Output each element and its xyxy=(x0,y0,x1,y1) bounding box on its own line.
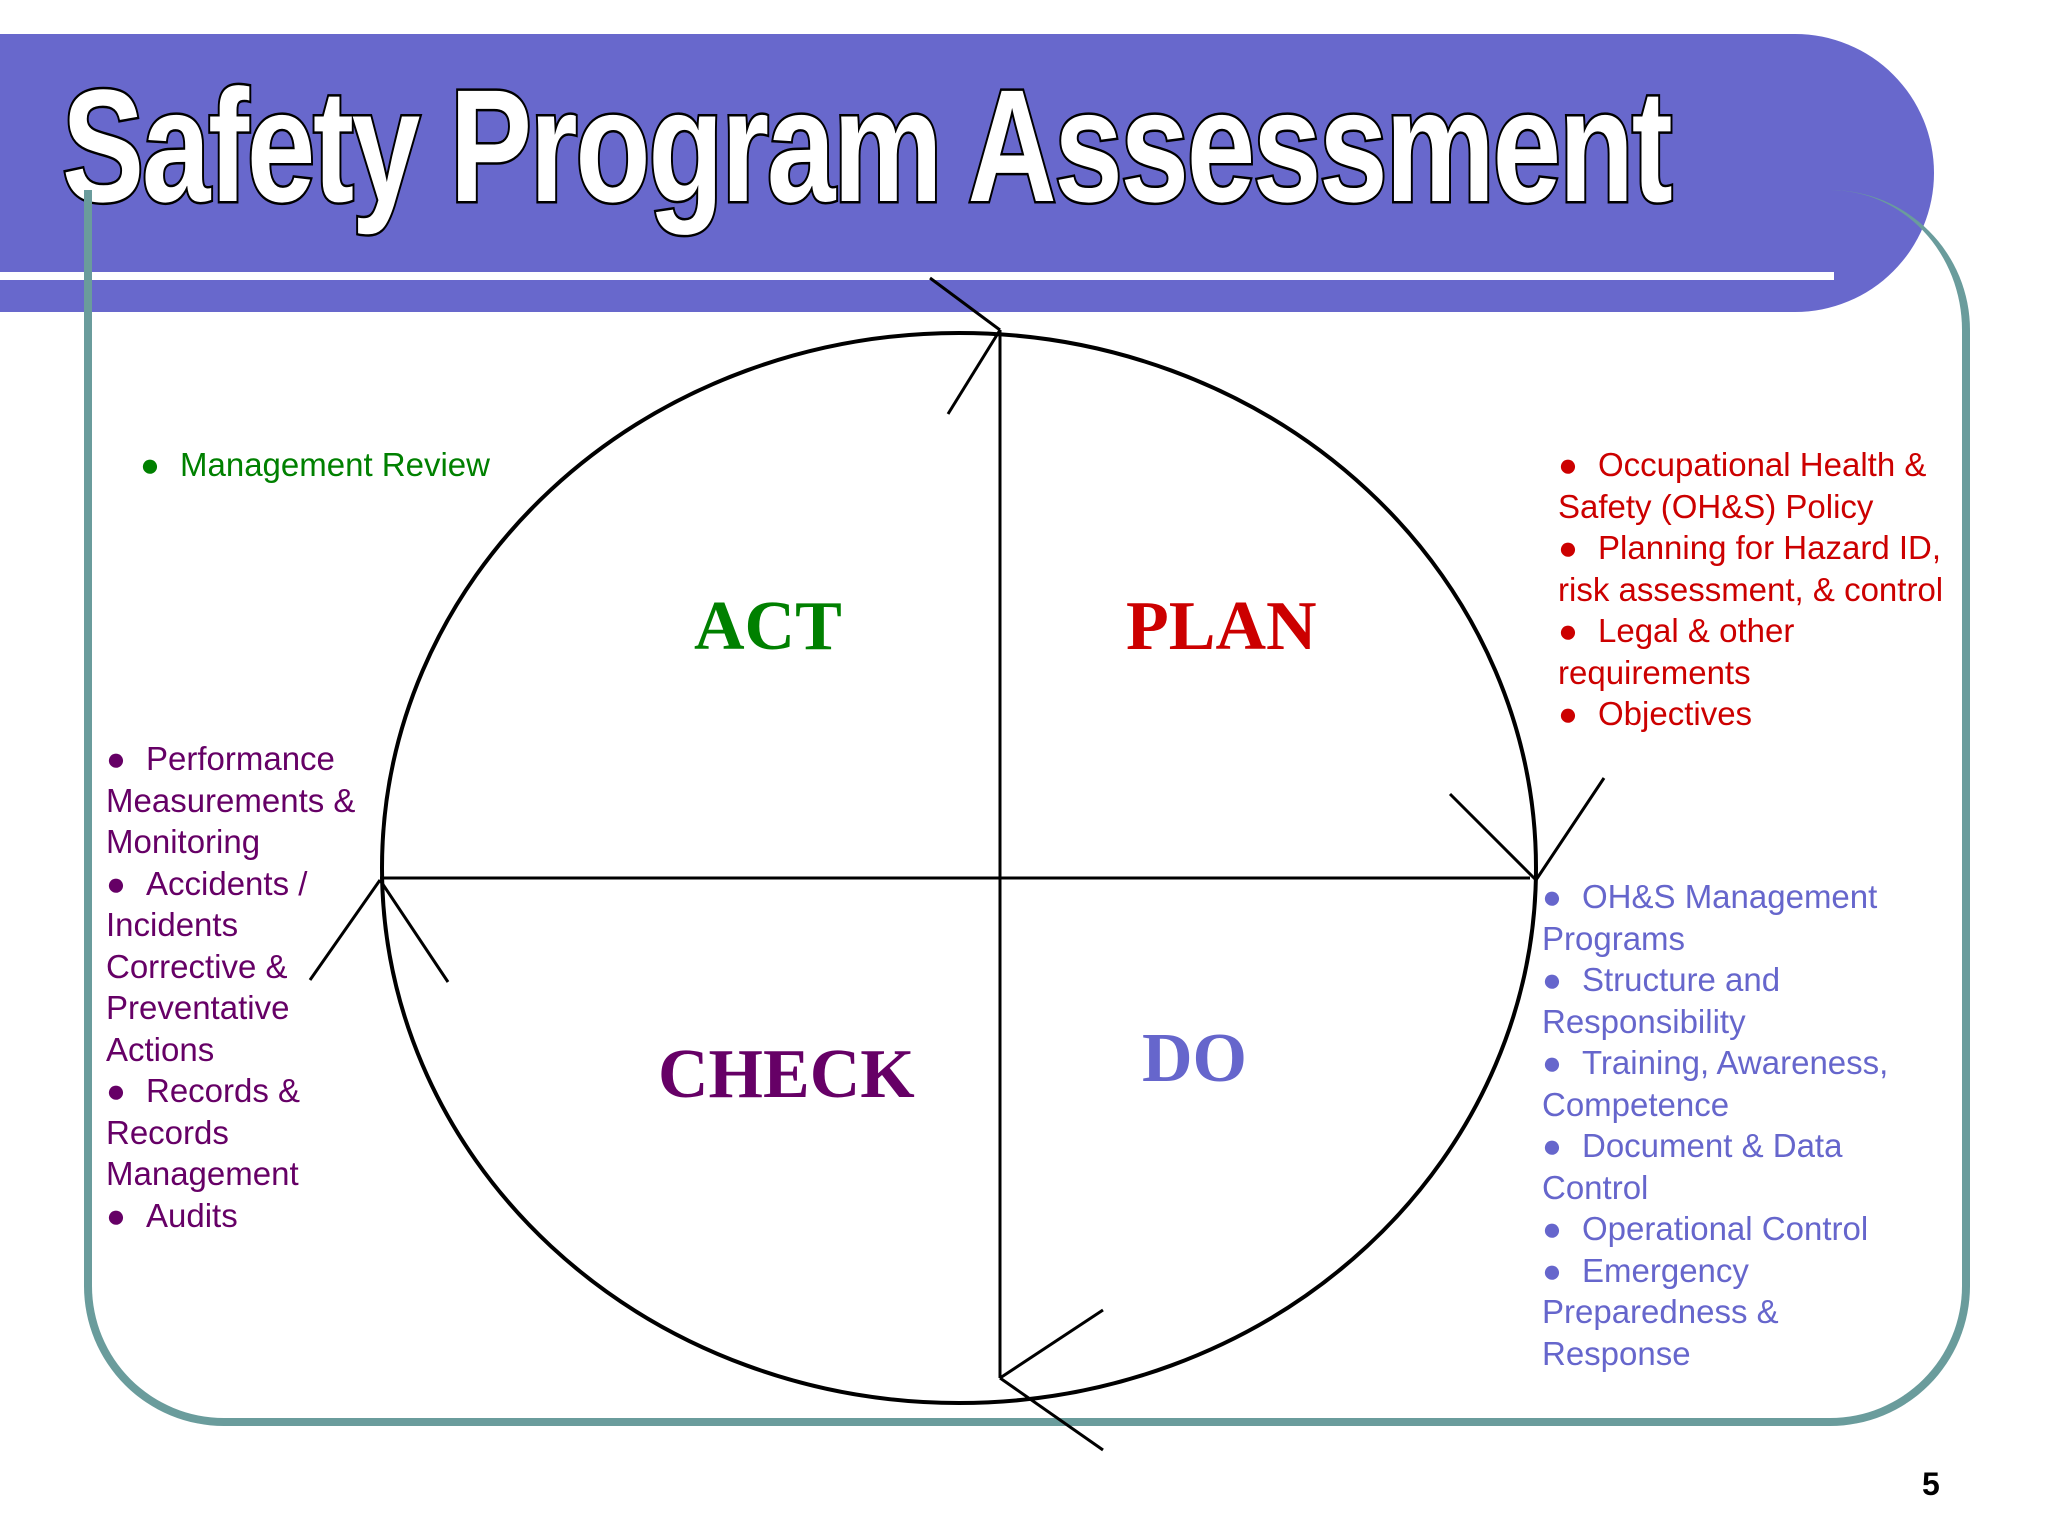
list-item: ● OH&S Management Programs xyxy=(1542,878,1878,957)
list-item: ● Accidents / Incidents Corrective & Preventative Actions xyxy=(106,864,308,1068)
list-item: ● Emergency Preparedness & Response xyxy=(1542,1251,1779,1372)
do-label: DO xyxy=(1142,1020,1247,1097)
list-item: ● Document & Data Control xyxy=(1542,1127,1843,1206)
plan-items-list xyxy=(1558,444,1964,735)
list-item: ● Training, Awareness, Competence xyxy=(1542,1044,1889,1123)
list-item: ● Occupational Health & Safety (OH&S) Policy xyxy=(1558,446,1927,525)
list-item: ● Performance Measurements & Monitoring xyxy=(106,740,356,860)
arrow-bottom-icon xyxy=(1000,1310,1103,1450)
act-items-list xyxy=(140,444,560,486)
cycle-ellipse xyxy=(382,333,1536,1403)
arrow-right-icon xyxy=(1450,778,1604,880)
list-item: ● Audits xyxy=(106,1196,238,1234)
list-item: ● Records & Records Management xyxy=(106,1072,301,1192)
arrow-top-icon xyxy=(930,278,1000,414)
page-title: Safety Program Assessment xyxy=(62,56,1671,235)
check-items-list xyxy=(106,738,356,1236)
do-items-list xyxy=(1542,876,1932,1374)
page-number: 5 xyxy=(1922,1466,1940,1502)
list-item: ● Objectives xyxy=(1558,695,1753,732)
act-label: ACT xyxy=(694,588,842,665)
check-label: CHECK xyxy=(658,1036,915,1113)
list-item: ● Legal & other requirements xyxy=(1558,612,1795,691)
list-item: ● Operational Control xyxy=(1542,1210,1869,1247)
list-item: ● Management Review xyxy=(140,446,490,483)
list-item: ● Planning for Hazard ID, risk assessment, & control xyxy=(1558,529,1944,608)
plan-label: PLAN xyxy=(1126,588,1317,665)
list-item: ● Structure and Responsibility xyxy=(1542,961,1781,1040)
